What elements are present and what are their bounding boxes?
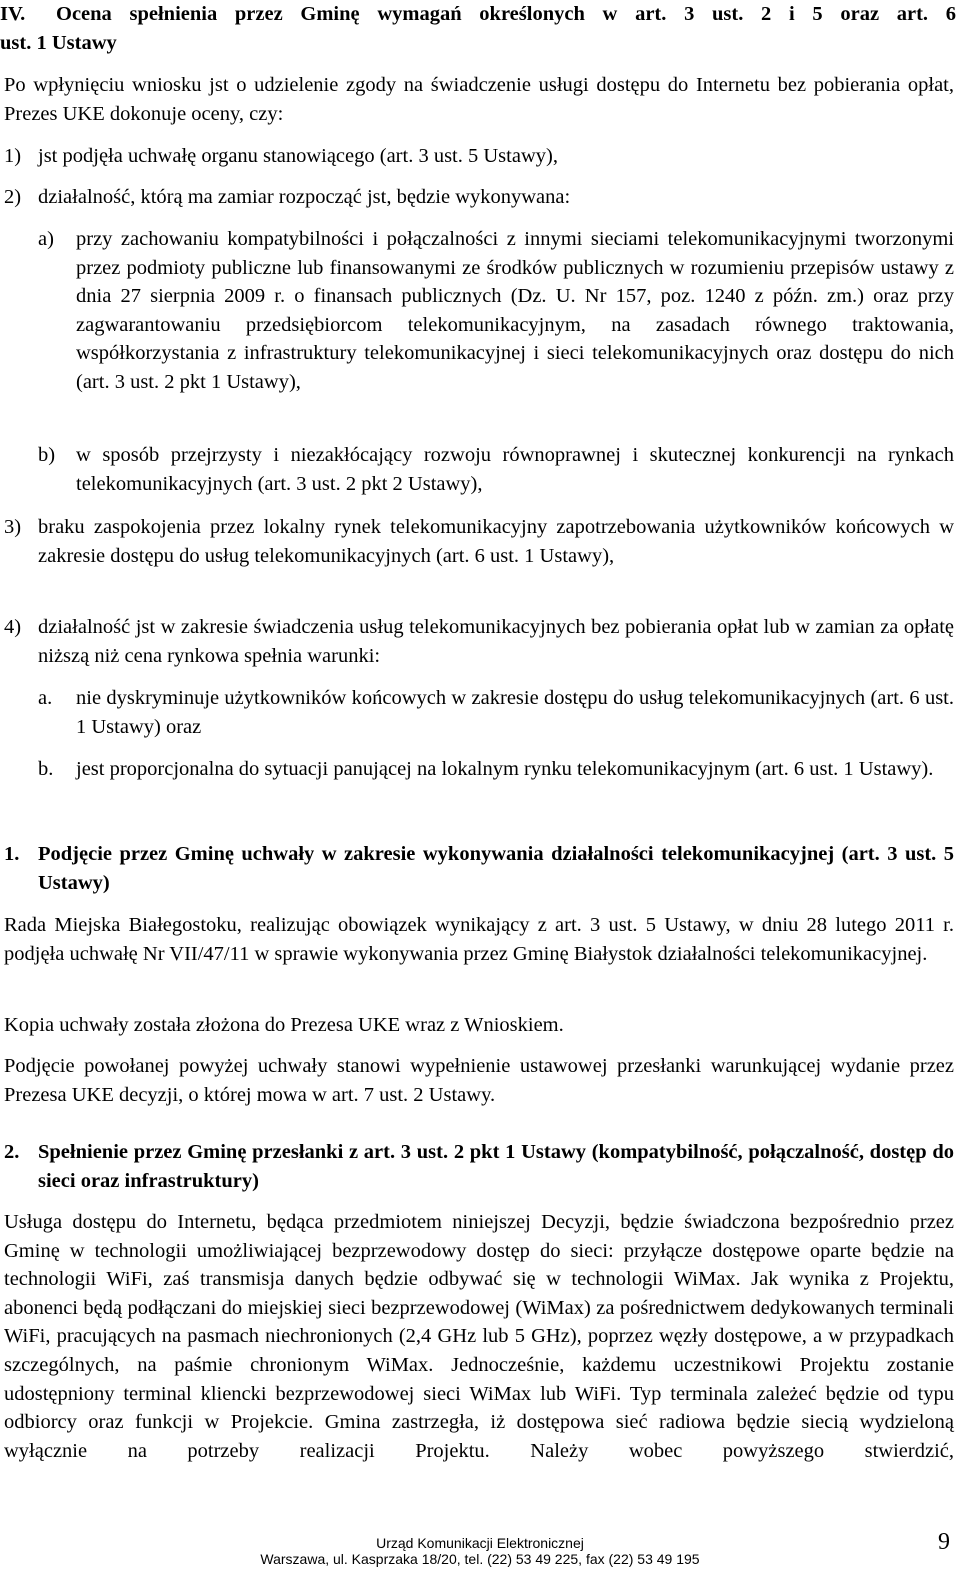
criterion-label: 4) [4,616,22,638]
criterion-label: 1) [4,145,22,167]
criterion-text: braku zaspokojenia przez lokalny rynek telekomunikacyjny zapotrzebowania użytkowników końcowych w zakresie dostępu do usług telekomunikacyjnych (art. 6 ust. 1 Ustawy), [38,516,954,567]
heading-number: IV. [0,3,26,25]
section-1-paragraph-3: Podjęcie powołanej powyżej uchwały stanowi wypełnienie ustawowej przesłanki warunkującej wydanie przez Prezesa UKE decyzji, o której mowa w art. 7 ust. 2 Ustawy. [4,1055,954,1106]
sub-text: w sposób przejrzysty i niezakłócający rozwoju równoprawnej i skutecznej konkurencji na rynkach telekomunikacyjnych (art. 3 ust. 2 pkt 2 Ustawy), [76,444,954,495]
page-number: 9 [938,1529,950,1555]
criterion-label: 3) [4,516,22,538]
sub-label: b. [38,758,54,780]
heading-line1: Ocena spełnienia przez Gminę wymagań określonych w art. 3 ust. 2 i 5 oraz art. 6 [56,3,956,25]
section-label: 2. [4,1141,20,1163]
section-title: Spełnienie przez Gminę przesłanki z art. 3 ust. 2 pkt 1 Ustawy (kompatybilność, połączalność, dostęp do sieci oraz infrastruktury) [38,1141,954,1192]
sub-label: a) [38,228,54,250]
footer-address: Warszawa, ul. Kasprzaka 18/20, tel. (22) 53 49 225, fax (22) 53 49 195 [260,1551,700,1567]
criterion-text: jst podjęła uchwałę organu stanowiącego (art. 3 ust. 5 Ustawy), [38,145,558,167]
section-label: 1. [4,843,20,865]
section-2-paragraph: Usługa dostępu do Internetu, będąca przedmiotem niniejszej Decyzji, będzie świadczona bezpośrednio przez Gminę w technologii umożliwiającej bezprzewodowy dostęp do sieci: przyłącze dostępowe oparte będzie na technologii WiFi, zaś transmisja danych będzie odbywać się w technologii WiMax. Jak wynika z Projektu, abonenci będą podłączani do miejskiej sieci bezprzewodowej (WiMax) za pośrednictwem dedykowanych terminali WiFi, pracujących na pasmach niechronionych (2,4 GHz lub 5 GHz), poprzez węzły dostępowe, a w przypadkach szczególnych, na paśmie chronionym WiMax. Jednocześnie, każdemu uczestnikowi Projektu zostanie udostępniony terminal kliencki bezprzewodowej sieci WiMax lub WiFi. Typ terminala zależeć będzie od typu odbiorcy oraz funkcji w Projekcie. Gmina zastrzegła, iż dostępowa sieć radiowa będzie siecią wydzieloną wyłącznie na potrzeby realizacji Projektu. Należy wobec powyższego stwierdzić, [4,1211,954,1462]
section-1-paragraph-1: Rada Miejska Białegostoku, realizując obowiązek wynikający z art. 3 ust. 5 Ustawy, w dniu 28 lutego 2011 r. podjęła uchwałę Nr VII/47/11 w sprawie wykonywania przez Gminę Białystok działalności telekomunikacyjnej. [4,914,954,965]
criterion-text: działalność jst w zakresie świadczenia usług telekomunikacyjnych bez pobierania opłat lub w zamian za opłatę niższą niż cena rynkowa spełnia warunki: [38,616,954,667]
intro-paragraph: Po wpłynięciu wniosku jst o udzielenie zgody na świadczenie usługi dostępu do Internetu bez pobierania opłat, Prezes UKE dokonuje oceny, czy: [4,74,954,125]
footer-institution: Urząd Komunikacji Elektronicznej [376,1535,584,1551]
sub-label: b) [38,444,56,466]
section-title: Podjęcie przez Gminę uchwały w zakresie wykonywania działalności telekomunikacyjnej (art. 3 ust. 5 Ustawy) [38,843,954,894]
heading-line2: ust. 1 Ustawy [0,32,117,54]
sub-text: nie dyskryminuje użytkowników końcowych w zakresie dostępu do usług telekomunikacyjnych (art. 6 ust. 1 Ustawy) oraz [76,687,954,738]
sub-text: jest proporcjonalna do sytuacji panującej na lokalnym rynku telekomunikacyjnym (art. 6 ust. 1 Ustawy). [76,758,934,780]
section-1-paragraph-2: Kopia uchwały została złożona do Prezesa UKE wraz z Wnioskiem. [4,1014,564,1036]
sub-text: przy zachowaniu kompatybilności i połączalności z innymi sieciami telekomunikacyjnymi tworzonymi przez podmioty publiczne lub finansowanymi ze środków publicznych w rozumieniu przepisów ustawy z dnia 27 sierpnia 2009 r. o finansach publicznych (Dz. U. Nr 157, poz. 1240 z późn. zm.) oraz przy zagwarantowaniu przedsiębiorcom telekomunikacyjnym, na zasadach równego traktowania, współkorzystania z infrastruktury telekomunikacyjnej i sieci telekomunikacyjnych oraz dostępu do nich (art. 3 ust. 2 pkt 1 Ustawy), [76,228,954,393]
criterion-label: 2) [4,186,22,208]
criterion-text: działalność, którą ma zamiar rozpocząć jst, będzie wykonywana: [38,186,571,208]
sub-label: a. [38,687,53,709]
